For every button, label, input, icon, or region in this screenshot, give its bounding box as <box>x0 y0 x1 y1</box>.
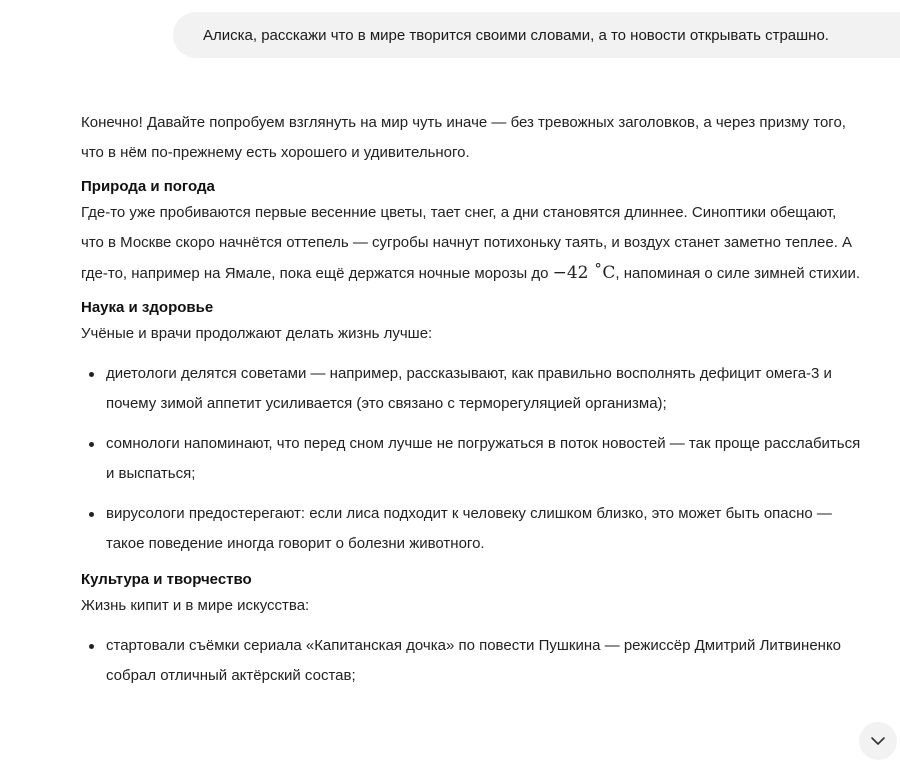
section-heading-nature: Природа и погода <box>81 178 215 195</box>
user-message-bubble <box>173 12 900 58</box>
science-list <box>81 359 861 559</box>
chevron-down-icon <box>870 736 886 746</box>
list-item: стартовали съёмки сериала «Капитанская дочка» по повести Пушкина — режиссёр Дмитрий Литвиненко собрал отличный актёрский состав; <box>106 631 861 691</box>
assistant-answer <box>81 108 861 701</box>
user-message-text: Алиска, расскажи что в мире творится своими словами, а то новости открывать страшно. <box>203 26 829 44</box>
nature-text-after: , напоминая о силе зимней стихии. <box>615 265 860 282</box>
section-text-science: Учёные и врачи продолжают делать жизнь лучше: <box>81 325 433 342</box>
section-text-culture: Жизнь кипит и в мире искусства: <box>81 597 310 614</box>
list-item: диетологи делятся советами — например, рассказывают, как правильно восполнять дефицит омега-3 и почему зимой аппетит усиливается (это связано с терморегуляцией организма); <box>106 359 861 419</box>
list-item: вирусологи предостерегают: если лиса подходит к человеку слишком близко, это может быть опасно — такое поведение иногда говорит о болезни животного. <box>106 499 861 559</box>
nature-text-before: Где-то уже пробиваются первые весенние цветы, тает снег, а дни становятся длиннее. Синоптики обещают, что в Москве скоро начнётся оттепель — сугробы начнут потихоньку таять, и воздух станет заметно теплее. А где-то, например на Ямале, пока ещё держатся ночные морозы до <box>81 204 853 282</box>
culture-list <box>81 631 861 691</box>
scroll-down-button[interactable] <box>859 722 897 760</box>
section-heading-culture: Культура и творчество <box>81 571 252 588</box>
section-heading-science: Наука и здоровье <box>81 299 214 316</box>
temperature-math: −42 ˚C <box>552 263 616 283</box>
section-text-nature <box>81 198 861 289</box>
list-item: сомнологи напоминают, что перед сном лучше не погружаться в поток новостей — так проще расслабиться и выспаться; <box>106 429 861 489</box>
answer-intro: Конечно! Давайте попробуем взглянуть на мир чуть иначе — без тревожных заголовков, а через призму того, что в нём по-прежнему есть хорошего и удивительного. <box>81 114 846 161</box>
